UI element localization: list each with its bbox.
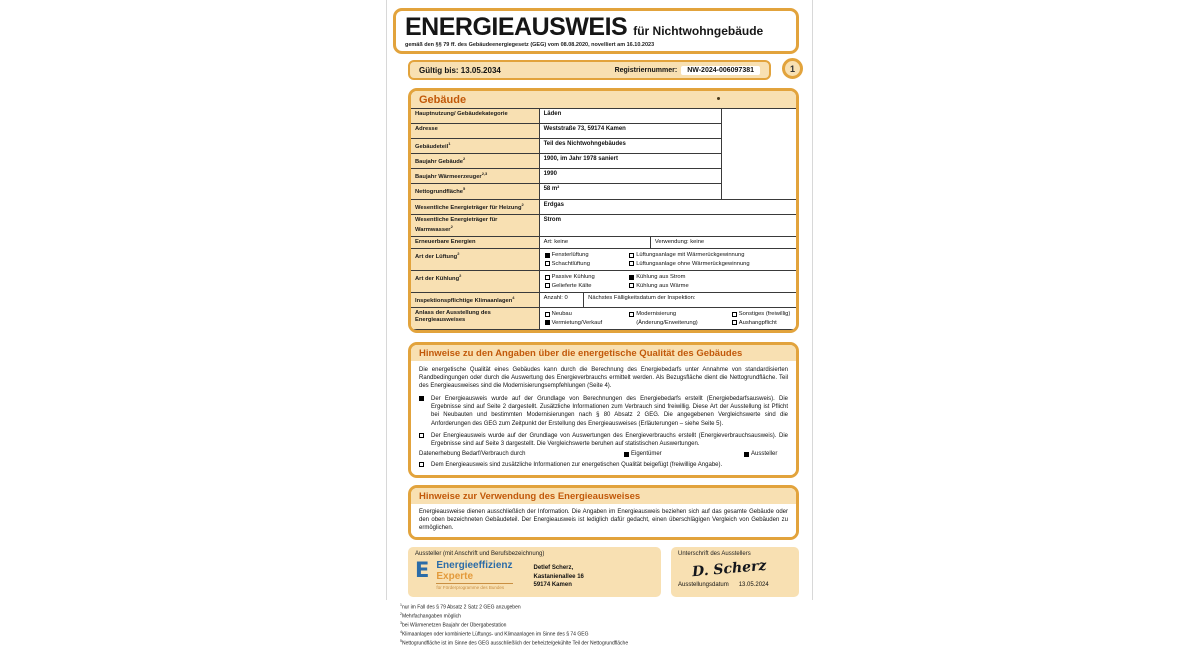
checkbox-checked: [545, 320, 550, 325]
check-option: [545, 310, 622, 318]
row-value: Weststraße 73, 59174 Kamen: [540, 124, 723, 139]
checkbox-unchecked: [629, 261, 634, 266]
footnote-ref: 2: [457, 251, 460, 257]
issuer-box: [408, 547, 661, 597]
footnote: [400, 612, 799, 621]
logo-tagline: für Förderprogramme des Bundes: [436, 583, 512, 590]
footnote-number: 2: [400, 612, 402, 617]
check-option: [629, 319, 724, 327]
signature-label: Unterschrift des Ausstellers: [678, 551, 751, 558]
signature: D. Scherz: [691, 558, 767, 581]
row-label-text: Nettogrundfläche: [415, 189, 463, 196]
checkbox-checked: [624, 452, 629, 457]
row-label-text: Erneuerbare Energien: [415, 239, 476, 246]
quality-checklist: [419, 395, 788, 449]
row-label-text: Wesentliche Energieträger für Heizung: [415, 204, 522, 211]
validity-bar: [408, 60, 771, 80]
footnote-ref: 2: [463, 156, 466, 162]
row-label: [411, 154, 540, 169]
quality-item: [419, 395, 788, 428]
footnote-text: Klimaanlagen oder kombinierte Lüftungs- und Klimaanlagen im Sinne des § 74 GEG: [401, 631, 589, 638]
document-title: ENERGIEAUSWEIS: [405, 13, 628, 41]
row-value: 58 m²: [540, 184, 723, 199]
checkbox-checked: [419, 396, 424, 401]
checkbox-unchecked: [629, 312, 634, 317]
footnote-text: Nettogrundfläche ist im Sinne des GEG ausschließlich der beheizte/gekühlte Teil der Nettogrundfläche: [401, 640, 629, 647]
checkbox-unchecked: [545, 275, 550, 280]
check-column: [540, 249, 625, 270]
quality-item: [419, 432, 788, 449]
energy-expert-logo-icon: E: [415, 558, 430, 583]
row-value: [540, 237, 796, 249]
checkbox-unchecked: [545, 261, 550, 266]
row-label: [411, 184, 540, 199]
checkbox-unchecked: [732, 312, 737, 317]
checkbox-unchecked: [629, 253, 634, 258]
checkbox-checked: [545, 253, 550, 258]
row-label: [411, 237, 540, 249]
check-option-label: Modernisierung: [636, 311, 677, 318]
quality-intro: Die energetische Qualität eines Gebäudes kann durch die Berechnung des Energiebedarfs unter Annahme von standardisierten Randbedingungen oder durch die Auswertung des Energieverbrauchs ermittelt werden. Als Bezugsfläche dient die Nettogrundfläche. Teil des Energieausweises sind die Modernisierungsempfehlungen (Seite 4).: [419, 366, 788, 390]
row-label-text: Art der Kühlung: [415, 276, 460, 283]
check-option-label: Kühlung aus Strom: [636, 274, 686, 281]
row-subcell: Verwendung: keine: [650, 237, 796, 248]
row-label-text: Gebäudeteil: [415, 143, 449, 150]
checkbox-checked: [744, 452, 749, 457]
check-option-label: Neubau: [551, 311, 572, 318]
quality-item-text: Dem Energieausweis sind zusätzliche Informationen zur energetischen Qualität beigefügt (freiwillige Angabe).: [431, 462, 723, 469]
footnote-number: 4: [400, 630, 402, 635]
issuer-city: 59174 Kamen: [533, 582, 572, 589]
check-option: [732, 319, 793, 327]
check-option-label: Passive Kühlung: [551, 274, 595, 281]
checkbox-unchecked: [419, 462, 424, 467]
check-option: [629, 260, 793, 268]
row-value: 1900, im Jahr 1978 saniert: [540, 154, 723, 169]
checkbox-unchecked: [629, 283, 634, 288]
checkbox-checked: [629, 275, 634, 280]
row-label-text: Inspektionspflichtige Klimaanlagen: [415, 297, 513, 304]
row-label-text: Art der Lüftung: [415, 254, 458, 261]
check-column: [540, 271, 625, 292]
footnote-ref: 5: [463, 186, 466, 192]
issue-date-label: Ausstellungsdatum: [678, 582, 729, 589]
checkbox-unchecked: [419, 433, 424, 438]
quality-section-header: [411, 345, 796, 361]
logo-subtitle: Experte: [436, 571, 474, 583]
check-option-label: Vermietung/Verkauf: [551, 319, 603, 326]
row-label-text: Anlass der Ausstellung des Energieausweises: [415, 310, 491, 324]
row-subcell: Nächstes Fälligkeitsdatum der Inspektion:: [583, 293, 796, 307]
check-option-label: Fensterlüftung: [551, 252, 589, 259]
row-label: [411, 124, 540, 139]
row-label: [411, 139, 540, 154]
law-reference: gemäß den §§ 79 ff. des Gebäudeenergiegesetz (GEG) vom 08.08.2020, novelliert am 16.10.2023: [405, 42, 655, 48]
check-option-label: Schachtlüftung: [551, 260, 590, 267]
footnote: [400, 603, 799, 612]
quality-extra-item: [419, 461, 788, 469]
check-option: [545, 319, 622, 327]
data-collection-option-label: Eigentümer: [631, 451, 662, 458]
row-value: Läden: [540, 109, 723, 124]
quality-section: [408, 342, 799, 478]
signature-box: [671, 547, 799, 597]
row-label-text: Hauptnutzung/ Gebäudekategorie: [415, 111, 508, 117]
check-option-label: (Änderung/Erweiterung): [636, 319, 698, 326]
checkbox-unchecked: [732, 320, 737, 325]
row-value: [540, 293, 796, 308]
footnote: [400, 630, 799, 639]
row-label: [411, 308, 540, 330]
check-option: [629, 310, 724, 318]
usage-text: Energieausweise dienen ausschließlich der Information. Die Angaben im Energieausweis beziehen sich auf das gesamte Gebäude oder den oben bezeichneten Gebäudeteil. Der Energieausweis ist lediglich dafür gedacht, einen überschlägigen Vergleich von Gebäuden zu ermöglichen.: [419, 508, 788, 532]
row-value: [540, 308, 796, 330]
footnote-ref: 2: [459, 273, 462, 279]
row-value: Teil des Nichtwohngebäudes: [540, 139, 723, 154]
usage-section: [408, 485, 799, 541]
valid-until-label: Gültig bis:: [419, 65, 459, 75]
footnote: [400, 621, 799, 630]
check-option: [545, 260, 622, 268]
check-option-label: Lüftungsanlage ohne Wärmerückgewinnung: [636, 260, 750, 267]
footnotes: [400, 603, 799, 648]
quality-item-text: Der Energieausweis wurde auf der Grundlage von Auswertungen des Energieverbrauchs erstellt (Energieverbrauchsausweis). Die Ergebnisse sind auf Seite 3 dargestellt. Die Vergleichswerte beruhen auf statistischen Auswertungen.: [431, 432, 788, 448]
usage-section-header: [411, 488, 796, 504]
registry-label: Registriernummer:: [614, 66, 678, 74]
row-value: [540, 271, 796, 293]
row-subcell: Art: keine: [543, 239, 569, 246]
check-option: [545, 282, 622, 290]
row-label-text: Baujahr Wärmeerzeuger: [415, 174, 482, 181]
check-option: [629, 282, 793, 290]
row-value: 1990: [540, 169, 723, 184]
data-collection-row: [419, 451, 788, 457]
check-column: [624, 308, 727, 329]
row-value: Strom: [540, 215, 796, 237]
row-label: [411, 169, 540, 184]
footnote-ref: 2: [521, 201, 524, 207]
usage-section-title: Hinweise zur Verwendung des Energieausweises: [419, 490, 641, 502]
check-column: [624, 249, 796, 270]
checkbox-unchecked: [545, 283, 550, 288]
issuer-name: Detlef Scherz,: [533, 565, 574, 572]
footnote-text: bei Wärmenetzen Baujahr der Übergabestation: [401, 622, 507, 629]
check-column: [727, 308, 796, 329]
check-column: [624, 271, 796, 292]
building-section: [408, 88, 799, 333]
row-label: [411, 109, 540, 124]
footnote-ref: 1: [448, 141, 451, 146]
building-table-top: [411, 108, 796, 200]
quality-item-text: Der Energieausweis wurde auf der Grundlage von Berechnungen des Energiebedarfs erstellt (Energiebedarfsausweis). Die Ergebnisse sind auf Seite 2 dargestellt. Zusätzliche Informationen zum Verbrauch sind freiwillig. Diese Art der Ausstellung ist Pflicht bei Neubauten und bestimmten Modernisierungen nach § 80 Absatz 2 GEG. Die angegebenen Vergleichswerte sind die Anforderungen des GEG zum Zeitpunkt der Erstellung des Energieausweises (Erläuterungen – siehe Seite 5).: [431, 395, 788, 427]
footnote-number: 1: [400, 603, 402, 608]
check-option-label: Kühlung aus Wärme: [636, 282, 689, 289]
row-label: [411, 293, 540, 308]
footnote-ref: 2,3: [481, 171, 488, 177]
issue-date: 13.05.2024: [738, 582, 769, 589]
footnote-number: 5: [400, 638, 402, 643]
issuer-address: [534, 564, 584, 589]
footnote-number: 3: [400, 621, 402, 626]
data-collection-label: Datenerhebung Bedarf/Verbrauch durch: [419, 451, 526, 458]
issuer-street: Kastanienallee 16: [533, 573, 584, 580]
check-option-label: Lüftungsanlage mit Wärmerückgewinnung: [636, 252, 745, 259]
check-option-label: Sonstiges (freiwillig): [738, 311, 791, 318]
logo-text-block: [436, 561, 512, 590]
footnote-ref: 4: [512, 294, 515, 300]
document-page: [386, 0, 813, 647]
row-label-text: Baujahr Gebäude: [415, 159, 463, 166]
check-option-label: Gelieferte Kälte: [551, 282, 592, 289]
footnote-ref: 2: [450, 224, 453, 230]
row-label-text: Wesentliche Energieträger für Warmwasser: [415, 216, 498, 233]
check-option: [732, 310, 793, 318]
footnote: [400, 639, 799, 648]
row-label: [411, 271, 540, 293]
check-option: [545, 273, 622, 281]
footnote-text: nur im Fall des § 79 Absatz 2 Satz 2 GEG anzugeben: [401, 605, 521, 612]
quality-section-title: Hinweise zu den Angaben über die energetische Qualität des Gebäudes: [419, 347, 743, 359]
check-option-label: Aushangpflicht: [738, 319, 777, 326]
building-section-header: [411, 91, 796, 108]
data-collection-option-label: Aussteller: [751, 451, 778, 458]
issuer-footer: [408, 547, 799, 597]
header-box: [393, 8, 799, 54]
footnote-text: Mehrfachangaben möglich: [401, 613, 461, 620]
row-label-text: Adresse: [415, 126, 438, 132]
row-label: [411, 200, 540, 215]
dot-mark: [717, 97, 720, 100]
check-option: [545, 251, 622, 259]
building-table-bottom: [411, 200, 796, 330]
check-column: [540, 308, 625, 329]
row-label: [411, 249, 540, 271]
building-section-title: Gebäude: [419, 94, 467, 106]
row-label: [411, 215, 540, 237]
check-option: [629, 251, 793, 259]
check-option: [629, 273, 793, 281]
page-number-badge: 1: [782, 58, 803, 79]
row-subcell: Anzahl: 0: [543, 294, 568, 301]
row-value: [540, 249, 796, 271]
logo-title: Energieeffizienz: [436, 560, 513, 572]
data-collection-option: [624, 451, 744, 457]
quality-item: [419, 461, 788, 469]
checkbox-unchecked: [545, 312, 550, 317]
building-photo-placeholder: [722, 109, 796, 200]
row-value: Erdgas: [540, 200, 796, 215]
data-collection-option: [744, 451, 799, 457]
valid-until-date: 13.05.2034: [460, 65, 501, 75]
registry-number: NW-2024-006097381: [681, 66, 760, 75]
issuer-label: Aussteller (mit Anschrift und Berufsbezeichnung): [415, 551, 545, 558]
document-subtitle: für Nichtwohngebäude: [633, 24, 764, 38]
